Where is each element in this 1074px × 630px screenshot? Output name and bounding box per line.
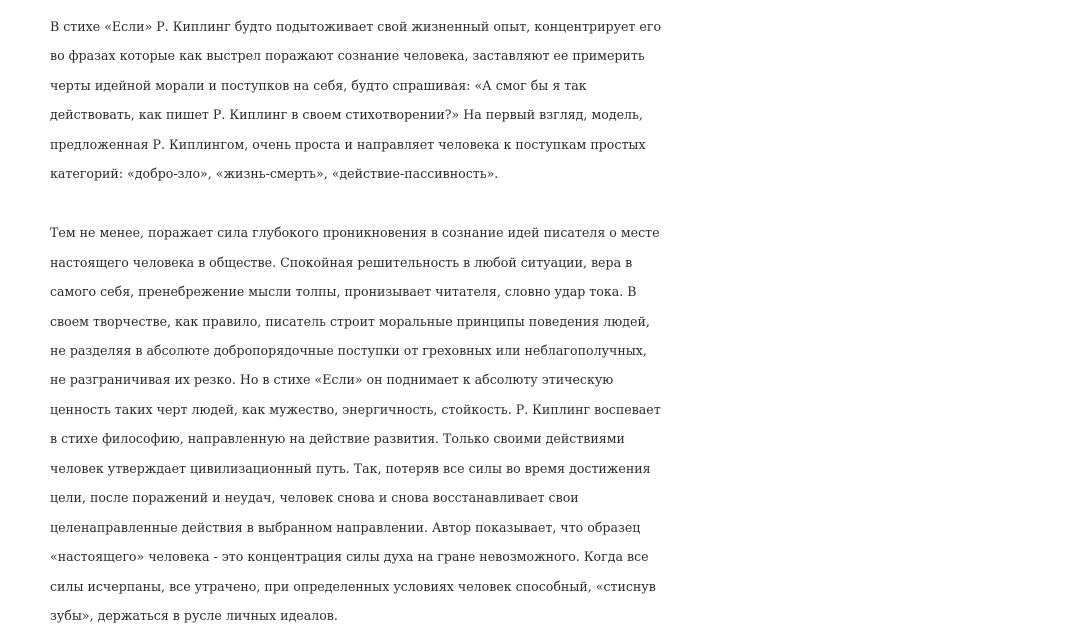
paragraph-1: В стихе «Если» Р. Киплинг будто подытоживает свой жизненный опыт, концентрирует его во фразах которые как выстрел поражают сознание человека, заставляют ее примерить черты идейной морали и поступков на себя, будто спрашивая: «А смог бы я так действовать, как пишет Р. Киплинг в своем стихотворении?» На первый взгляд, модель, предложенная Р. Киплингом, очень проста и направляет человека к поступкам простых категорий: «добро-зло», «жизнь-смерть», «действие-пассивность». xyxy=(50,19,662,182)
paragraph-2: Тем не менее, поражает сила глубокого проникновения в сознание идей писателя о месте настоящего человека в обществе. Спокойная решительность в любой ситуации, вера в самого себя, пренебрежение мысли толпы, пронизывает читателя, словно удар тока. В своем творчестве, как правило, писатель строит моральные принципы поведения людей, не разделяя в абсолюте добропорядочные поступки от греховных или неблагополучных, не разграничивая их резко. Но в стихе «Если» он поднимает к абсолюту этическую ценность таких черт людей, как мужество, энергичность, стойкость. Р. Киплинг воспевает в стихе философию, направленную на действие развития. Только своими действиями человек утверждает цивилизационный путь. Так, потеряв все силы во время достижения цели, после поражений и неудач, человек снова и снова восстанавливает свои целенаправленные действия в выбранном направлении. Автор показывает, что образец «настоящего» человека - это концентрация силы духа на гране невозможного. Когда все силы исчерпаны, все утрачено, при определенных условиях человек способный, «стиснув зубы», держаться в русле личных идеалов. xyxy=(50,225,661,624)
